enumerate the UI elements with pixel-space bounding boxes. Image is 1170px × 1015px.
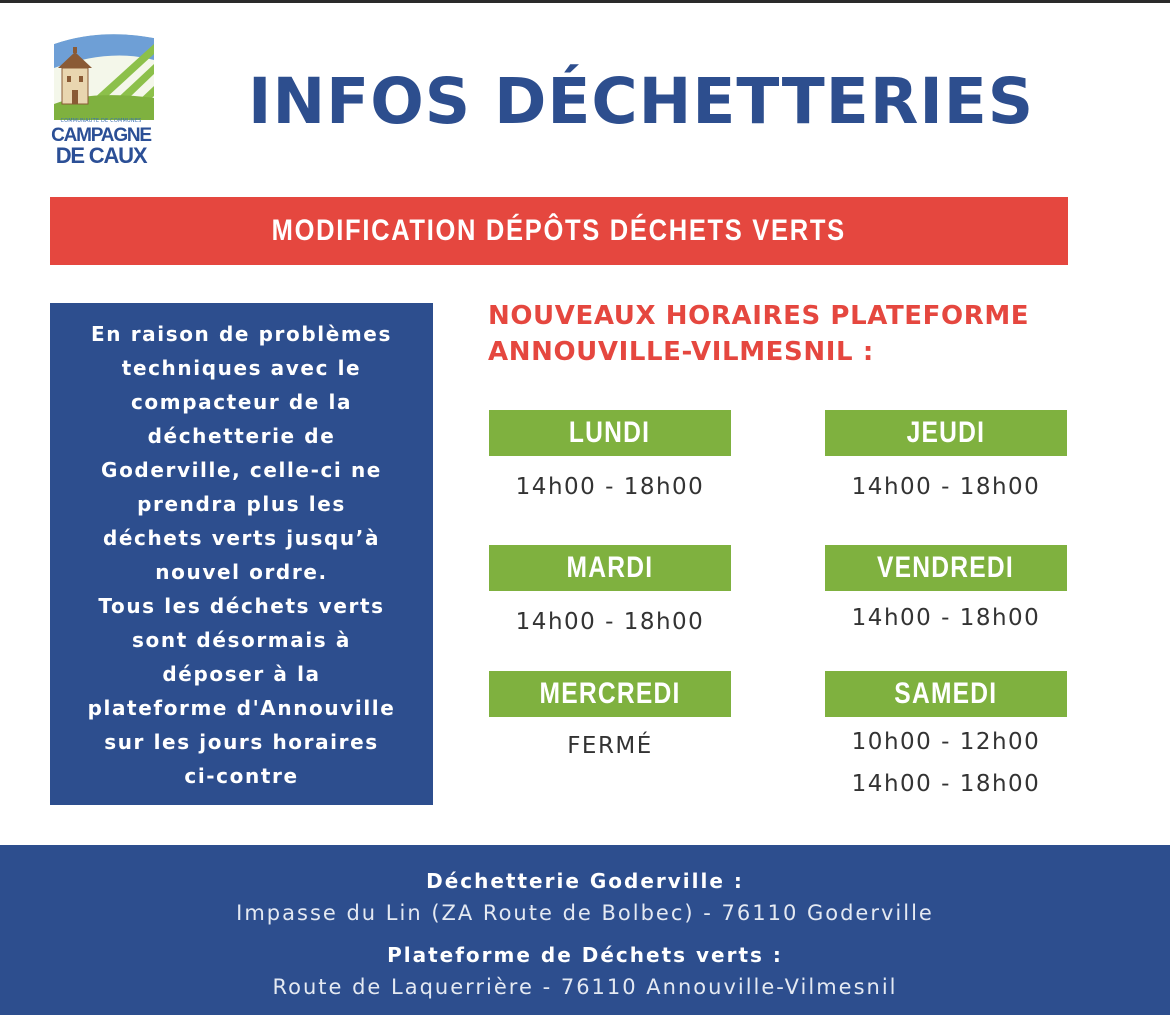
alert-banner-text: MODIFICATION DÉPÔTS DÉCHETS VERTS — [271, 214, 847, 247]
info-line: déposer à la — [162, 662, 321, 686]
day-label-mardi — [489, 545, 731, 591]
info-line: sur les jours horaires — [104, 730, 379, 754]
day-label-mercredi — [489, 671, 731, 717]
alert-banner — [50, 197, 1068, 265]
info-line: Goderville, celle-ci ne — [101, 458, 382, 482]
site1-name: Déchetterie Goderville : — [426, 869, 744, 893]
top-border-line — [0, 0, 1170, 3]
day-label-text: MERCREDI — [539, 677, 681, 710]
info-line: plateforme d'Annouville — [87, 696, 396, 720]
day-label-vendredi — [825, 545, 1067, 591]
hours-samedi-afternoon: 14h00 - 18h00 — [851, 771, 1041, 797]
info-line: déchetterie de — [147, 424, 336, 448]
logo-subtitle: COMMUNAUTÉ DE COMMUNES — [60, 118, 142, 124]
day-label-text: JEUDI — [906, 416, 986, 449]
page-title: INFOS DÉCHETTERIES — [248, 65, 1035, 138]
hours-mercredi: FERMÉ — [567, 733, 653, 759]
logo-text-line1: CAMPAGNE — [51, 125, 151, 146]
site2-name: Plateforme de Déchets verts : — [387, 943, 783, 967]
day-label-text: VENDREDI — [877, 551, 1015, 584]
hours-lundi: 14h00 - 18h00 — [515, 474, 705, 500]
hours-samedi-morning: 10h00 - 12h00 — [851, 729, 1041, 755]
info-line: En raison de problèmes — [91, 322, 392, 346]
day-label-jeudi — [825, 410, 1067, 456]
info-line: sont désormais à — [132, 628, 351, 652]
info-line: ci-contre — [184, 764, 299, 788]
info-line: techniques avec le — [121, 356, 362, 380]
campagne-de-caux-logo — [48, 34, 158, 174]
day-label-lundi — [489, 410, 731, 456]
day-label-text: LUNDI — [569, 416, 651, 449]
info-line: Tous les déchets verts — [98, 594, 385, 618]
site2-address: Route de Laquerrière - 76110 Annouville-Vilmesnil — [272, 975, 898, 999]
day-label-text: MARDI — [566, 551, 654, 584]
day-label-samedi — [825, 671, 1067, 717]
info-line: nouvel ordre. — [155, 560, 328, 584]
schedule-title-line1: NOUVEAUX HORAIRES PLATEFORME — [488, 301, 1030, 331]
schedule-title — [488, 298, 1088, 370]
info-line: prendra plus les — [137, 492, 346, 516]
info-line: compacteur de la — [130, 390, 353, 414]
site1-address: Impasse du Lin (ZA Route de Bolbec) - 76110 Goderville — [236, 901, 934, 925]
schedule-title-line2: ANNOUVILLE-VILMESNIL : — [488, 337, 874, 367]
dovecote-landscape-icon — [50, 34, 154, 120]
hours-mardi: 14h00 - 18h00 — [515, 609, 705, 635]
info-box — [50, 303, 433, 805]
footer-addresses — [0, 845, 1170, 1015]
hours-jeudi: 14h00 - 18h00 — [851, 474, 1041, 500]
logo-text-line2: DE CAUX — [55, 143, 147, 168]
day-label-text: SAMEDI — [894, 677, 998, 710]
info-line: déchets verts jusqu’à — [102, 526, 381, 550]
hours-vendredi: 14h00 - 18h00 — [851, 605, 1041, 631]
